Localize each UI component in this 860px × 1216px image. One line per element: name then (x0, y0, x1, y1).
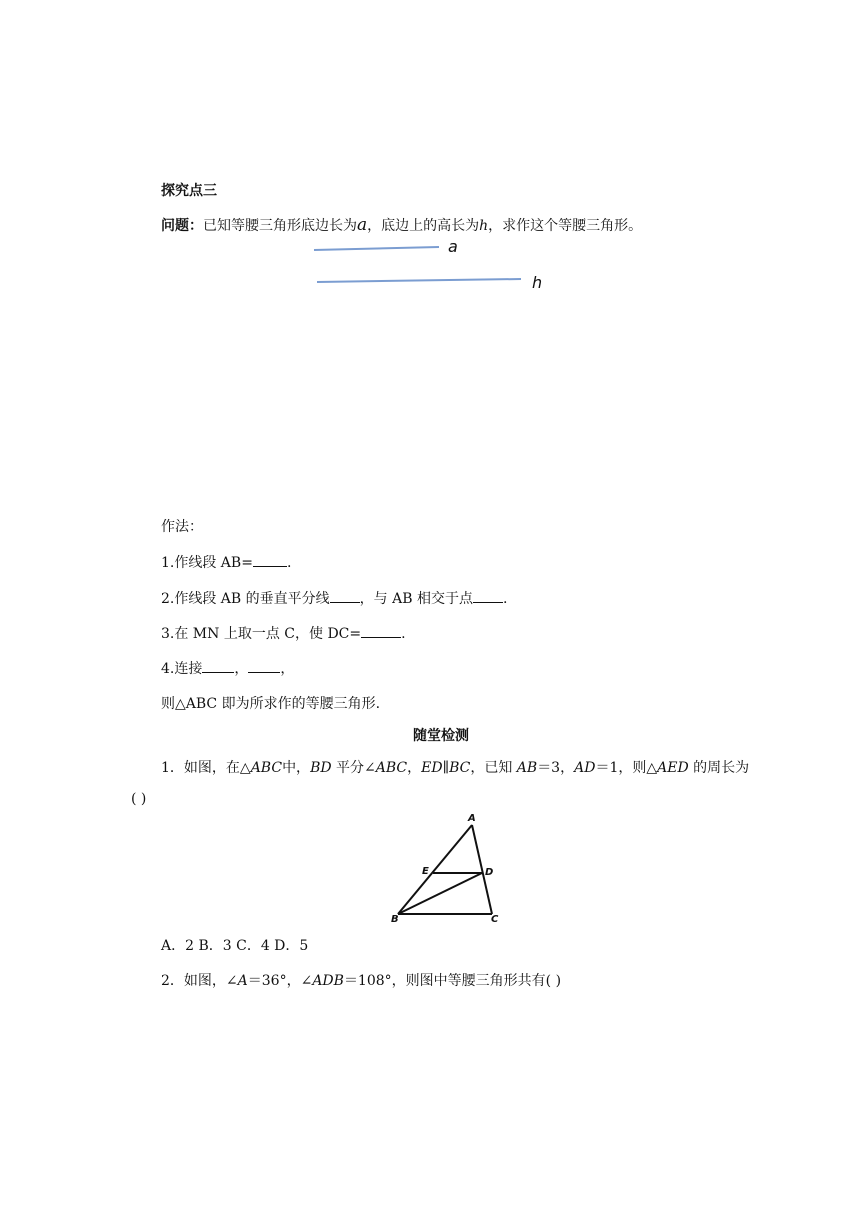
problem-label: 问题： (161, 218, 203, 234)
q1-abc: ABC (250, 760, 283, 776)
figure-label-c: C (491, 914, 499, 925)
q1-ed: ED (421, 760, 443, 776)
step-2-text: 2.作线段 AB 的垂直平分线 (161, 591, 330, 607)
problem-text-1: 已知等腰三角形底边长为 (203, 218, 357, 234)
q1-part: 中， (282, 760, 311, 776)
step-1-end: . (286, 555, 292, 571)
q1-part: 平分∠ (331, 760, 376, 776)
q1-aed: AED (657, 760, 689, 776)
figure-label-d: D (485, 867, 494, 878)
q2-part: ＝36°，∠ (247, 973, 313, 989)
section-title: 探究点三 (161, 183, 217, 199)
step-1-text: 1.作线段 AB= (161, 555, 253, 571)
problem-text-2: ，底边上的高长为 (367, 218, 480, 234)
q1-part: ＝1，则△ (595, 760, 658, 776)
q1-ad: AD (574, 760, 596, 776)
step-3-text: 3.在 MN 上取一点 C，使 DC= (161, 626, 362, 642)
method-conclusion: 则△ABC 即为所求作的等腰三角形. (161, 696, 381, 712)
q1-bd: BD (310, 760, 332, 776)
q2-part: 2．如图，∠ (161, 973, 238, 989)
quiz-title: 随堂检测 (413, 728, 469, 744)
segment-a-label: a (448, 237, 458, 256)
q1-part: ∥ (442, 760, 450, 776)
q1-abc: ABC (375, 760, 408, 776)
step-4-end: ， (280, 661, 295, 677)
problem-text-3: ，求作这个等腰三角形。 (488, 218, 643, 234)
q2-a: A (237, 973, 248, 989)
segment-h-label: h (532, 273, 543, 292)
problem-var-a: a (357, 215, 368, 235)
figure-label-e: E (422, 866, 429, 877)
q1-part: ， (407, 760, 422, 776)
q1-part: 1．如图，在△ (161, 760, 251, 776)
quiz-q1-options[interactable]: A．2 B．3 C．4 D．5 (161, 938, 309, 954)
q1-part: 的周长为 (688, 760, 750, 776)
q1-ab: AB (516, 760, 538, 776)
quiz-q1-answer-paren[interactable]: ( ) (131, 791, 147, 807)
figure-label-a: A (468, 813, 476, 824)
step-2-mid: ，与 AB 相交于点 (359, 591, 473, 607)
step-4-sep: ， (234, 661, 249, 677)
q2-part: ＝108°，则图中等腰三角形共有( ) (343, 973, 562, 989)
figure-label-b: B (391, 914, 399, 925)
side-ab (398, 825, 472, 914)
q1-bc: BC (449, 760, 471, 776)
step-4-text: 4.连接 (161, 661, 203, 677)
q1-part: ，已知 (470, 760, 517, 776)
step-2-end: . (502, 591, 508, 607)
segment-bd (398, 873, 482, 914)
method-heading: 作法： (161, 519, 203, 535)
q2-adb: ADB (312, 973, 344, 989)
q1-part: ＝3， (537, 760, 575, 776)
problem-var-h: h (479, 218, 489, 234)
step-3-end: . (401, 626, 406, 642)
quiz-q2-text (161, 970, 561, 990)
